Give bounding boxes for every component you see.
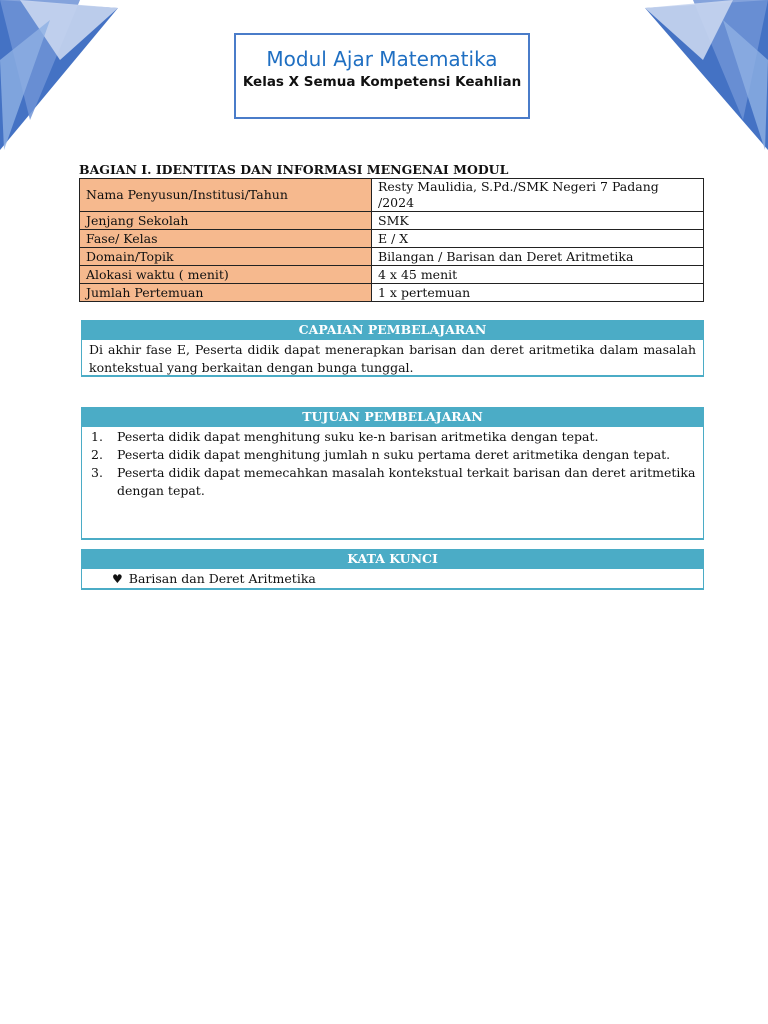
kata-kunci-section: [81, 549, 704, 590]
list-number: 3.: [91, 465, 103, 480]
decorative-corner-right: [643, 0, 768, 155]
row-key: Nama Penyusun/Institusi/Tahun: [80, 179, 372, 212]
list-text: Peserta didik dapat memecahkan masalah kontekstual terkait barisan dan deret aritmetika dengan tepat.: [117, 465, 696, 498]
row-key: Alokasi waktu ( menit): [80, 266, 372, 284]
tujuan-list: [89, 428, 696, 500]
tujuan-heading: TUJUAN PEMBELAJARAN: [81, 407, 704, 427]
row-value: 1 x pertemuan: [372, 284, 704, 302]
decorative-corner-left: [0, 0, 120, 155]
table-row: [80, 266, 704, 284]
title-box: [234, 33, 530, 119]
row-value: E / X: [372, 230, 704, 248]
kata-kunci-body: [81, 569, 704, 590]
list-text: Peserta didik dapat menghitung jumlah n suku pertama deret aritmetika dengan tepat.: [117, 447, 671, 462]
list-item: [89, 464, 696, 500]
row-value: SMK: [372, 212, 704, 230]
row-value: Resty Maulidia, S.Pd./SMK Negeri 7 Padang /2024: [372, 179, 704, 212]
document-title: Modul Ajar Matematika: [266, 47, 498, 71]
identitas-heading: BAGIAN I. IDENTITAS DAN INFORMASI MENGENAI MODUL: [79, 162, 509, 177]
row-value: 4 x 45 menit: [372, 266, 704, 284]
tujuan-section: [81, 407, 704, 540]
row-key: Fase/ Kelas: [80, 230, 372, 248]
row-key: Jumlah Pertemuan: [80, 284, 372, 302]
table-row: [80, 248, 704, 266]
row-key: Jenjang Sekolah: [80, 212, 372, 230]
keyword: Barisan dan Deret Aritmetika: [128, 571, 316, 586]
heart-bullet-icon: ♥: [112, 572, 123, 586]
capaian-heading: CAPAIAN PEMBELAJARAN: [81, 320, 704, 340]
identitas-table: [79, 178, 704, 302]
row-key: Domain/Topik: [80, 248, 372, 266]
table-row: [80, 230, 704, 248]
kata-kunci-heading: KATA KUNCI: [81, 549, 704, 569]
capaian-section: [81, 320, 704, 377]
table-row: [80, 212, 704, 230]
table-row: [80, 284, 704, 302]
list-number: 1.: [91, 429, 103, 444]
capaian-text: Di akhir fase E, Peserta didik dapat menerapkan barisan dan deret aritmetika dalam masalah kontekstual yang berkaitan dengan bunga tunggal.: [81, 340, 704, 377]
list-item: [89, 428, 696, 446]
document-subtitle: Kelas X Semua Kompetensi Keahlian: [242, 74, 522, 90]
row-value: Bilangan / Barisan dan Deret Aritmetika: [372, 248, 704, 266]
list-number: 2.: [91, 447, 103, 462]
list-item: [89, 446, 696, 464]
table-row: [80, 179, 704, 212]
list-text: Peserta didik dapat menghitung suku ke-n barisan aritmetika dengan tepat.: [117, 429, 599, 444]
tujuan-body: [81, 427, 704, 540]
